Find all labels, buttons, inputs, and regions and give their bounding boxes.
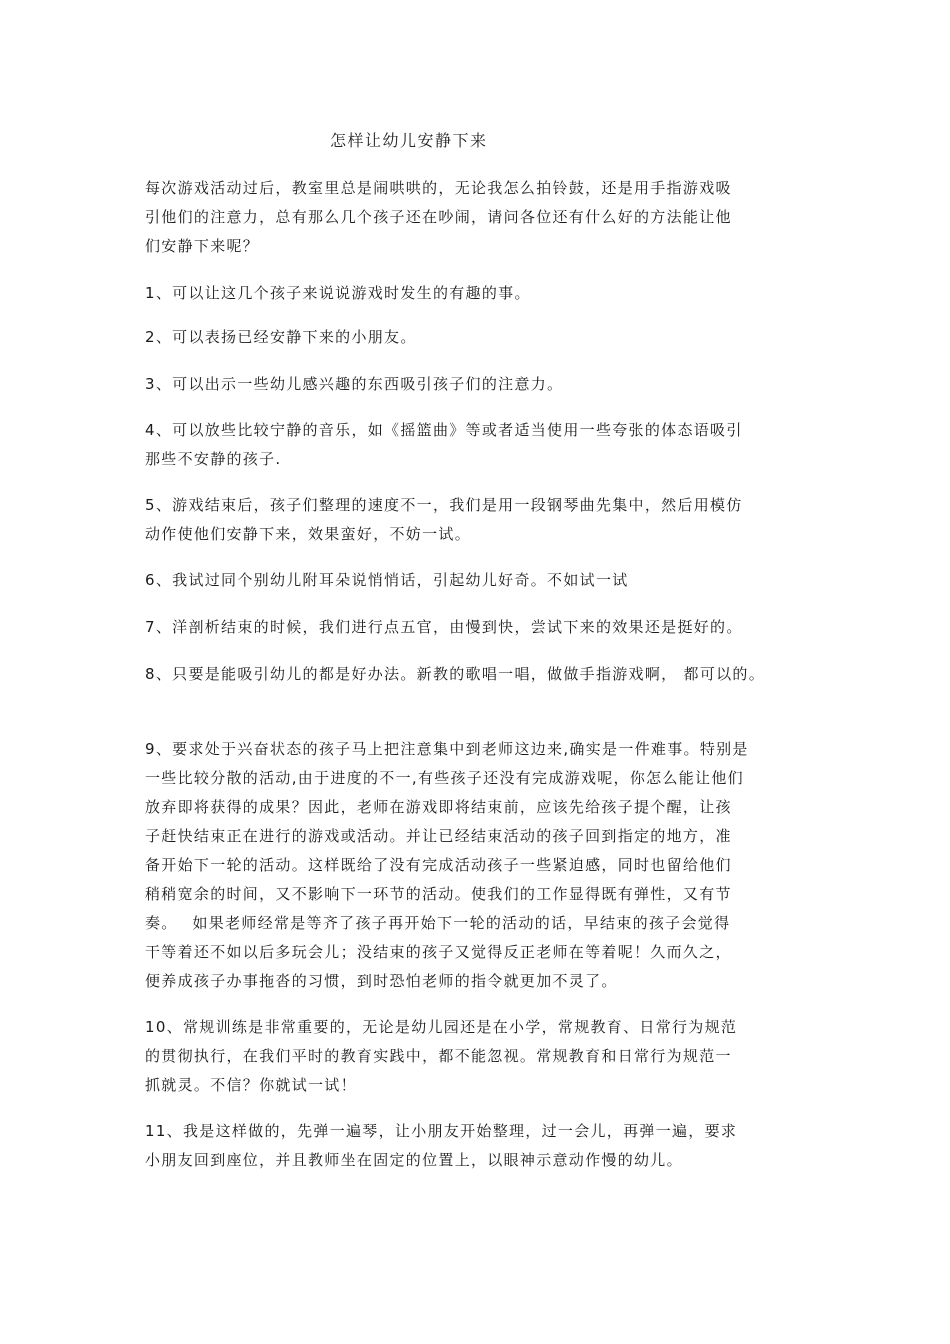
paragraph-line: 10、常规训练是非常重要的，无论是幼儿园还是在小学，常规教育、日常行为规范 [145,1018,738,1036]
paragraph-line: 便养成孩子办事拖沓的习惯，到时恐怕老师的指令就更加不灵了。 [145,972,618,990]
document-title: 怎样让幼儿安静下来 [330,131,488,150]
paragraph-line: 8、只要是能吸引幼儿的都是好办法。新教的歌唱一唱，做做手指游戏啊， 都可以的。 [145,665,766,683]
answer-paragraph-6 [145,566,815,595]
paragraph-line: 的贯彻执行，在我们平时的教育实践中，都不能忽视。常规教育和日常行为规范一 [145,1047,732,1065]
paragraph-line: 3、可以出示一些幼儿感兴趣的东西吸引孩子们的注意力。 [145,375,564,393]
paragraph-line: 奏。 如果老师经常是等齐了孩子再开始下一轮的活动的话，早结束的孩子会觉得 [145,914,731,932]
paragraph-line: 抓就灵。不信？你就试一试！ [145,1076,357,1094]
answer-paragraph-7 [145,613,815,642]
answer-paragraph-11 [145,1117,815,1175]
answer-paragraph-10 [145,1013,815,1100]
paragraph-line: 们安静下来呢？ [145,237,260,255]
answer-paragraph-3 [145,370,815,399]
paragraph-line: 动作使他们安静下来，效果蛮好，不妨一试。 [145,525,472,543]
answer-paragraph-2 [145,323,815,352]
paragraph-line: 11、我是这样做的，先弹一遍琴，让小朋友开始整理，过一会儿，再弹一遍，要求 [145,1122,738,1140]
paragraph-line: 4、可以放些比较宁静的音乐，如《摇篮曲》等或者适当使用一些夸张的体态语吸引 [145,421,743,439]
answer-paragraph-4 [145,416,815,474]
paragraph-line: 7、洋剖析结束的时候，我们进行点五官，由慢到快，尝试下来的效果还是挺好的。 [145,618,743,636]
answer-paragraph-9 [145,735,815,996]
paragraph-line: 引他们的注意力，总有那么几个孩子还在吵闹，请问各位还有什么好的方法能让他 [145,208,732,226]
answer-paragraph-8 [145,660,815,689]
paragraph-line: 2、可以表扬已经安静下来的小朋友。 [145,328,417,346]
paragraph-line: 一些比较分散的活动,由于进度的不一,有些孩子还没有完成游戏呢，你怎么能让他们 [145,769,744,787]
paragraph-line: 那些不安静的孩子. [145,450,282,468]
question-paragraph [145,174,815,261]
paragraph-line: 5、游戏结束后，孩子们整理的速度不一，我们是用一段钢琴曲先集中，然后用模仿 [145,496,743,514]
paragraph-line: 1、可以让这几个孩子来说说游戏时发生的有趣的事。 [145,284,531,302]
paragraph-line: 备开始下一轮的活动。这样既给了没有完成活动孩子一些紧迫感，同时也留给他们 [145,856,732,874]
paragraph-line: 稍稍宽余的时间，又不影响下一环节的活动。使我们的工作显得既有弹性，又有节 [145,885,732,903]
paragraph-line: 6、我试过同个别幼儿附耳朵说悄悄话，引起幼儿好奇。不如试一试 [145,571,629,589]
paragraph-line: 放弃即将获得的成果？因此，老师在游戏即将结束前，应该先给孩子提个醒，让孩 [145,798,732,816]
paragraph-line: 每次游戏活动过后，教室里总是闹哄哄的，无论我怎么拍铃鼓，还是用手指游戏吸 [145,179,732,197]
paragraph-line: 干等着还不如以后多玩会儿；没结束的孩子又觉得反正老师在等着呢！久而久之， [145,943,732,961]
answer-paragraph-1 [145,279,815,308]
answer-paragraph-5 [145,491,815,549]
paragraph-line: 9、要求处于兴奋状态的孩子马上把注意集中到老师这边来,确实是一件难事。特别是 [145,740,749,758]
paragraph-line: 小朋友回到座位，并且教师坐在固定的位置上，以眼神示意动作慢的幼儿。 [145,1151,683,1169]
paragraph-line: 子赶快结束正在进行的游戏或活动。并让已经结束活动的孩子回到指定的地方，准 [145,827,732,845]
